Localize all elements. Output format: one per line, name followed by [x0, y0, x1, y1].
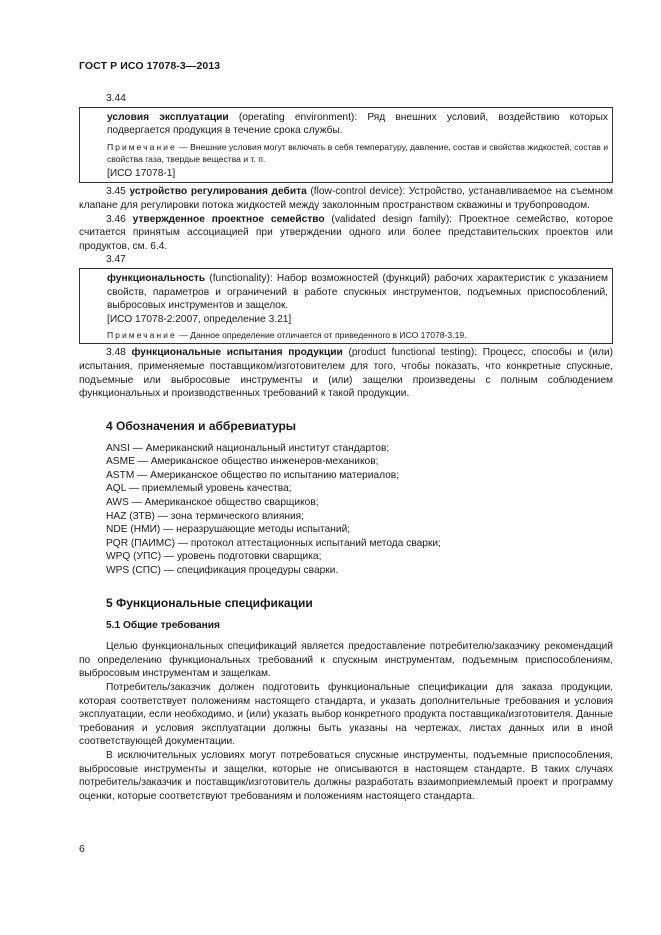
term-3-44-definition [107, 111, 608, 138]
term-3-44-reference: [ИСО 17078-1] [107, 167, 176, 179]
section-5-paragraph: В исключительных условиях могут потребоваться спускные инструменты, подъемные приспособления, выбросовые инструменты и защелки, которые не описываются в настоящем стандарте. В таких случаях потребитель/заказчик и поставщик/изготовитель должны разработать взаимоприемлемый проект и программу оценки, которые соответствуют требованиям и положениям настоящего стандарта. [79, 749, 613, 802]
term-3-44-term: условия эксплуатации [107, 111, 229, 123]
note-label: Примечание [107, 330, 177, 341]
term-3-48-text: (product functional testing): Процесс, способы и (или) испытания, применяемые поставщиком/изготовителем для того, чтобы показать, что конкретные спускные, подъемные или выбросовые инструменты и (или) защелки произведены с полным соблюдением функциональных и производственных требований к такой продукции. [79, 347, 613, 400]
term-3-44-box [79, 107, 613, 184]
section-4-title: 4 Обозначения и аббревиатуры [106, 418, 297, 433]
term-3-47-text: (functionality): Набор возможностей (функций) рабочих характеристик с указанием свойств, параметров и ограничений в работе спускных инструментов, подъемных приспособлений, выбросовых инструментов и защелок. [107, 272, 608, 312]
term-3-46 [79, 213, 613, 254]
term-3-47-box [79, 268, 613, 344]
section-5-title: 5 Функциональные спецификации [106, 595, 313, 610]
abbreviation-item: WPQ (УПС) — уровень подготовки сварщика; [106, 551, 322, 563]
term-3-45-text: (flow-control device): Устройство, устанавливаемое на съемном клапане для регулировки потока жидкостей между заколонным пространством скважины и трубопроводом. [79, 186, 613, 211]
abbreviation-item: HAZ (ЗТВ) — зона термического влияния; [106, 510, 304, 522]
term-3-47-note [107, 329, 608, 341]
term-3-44-text: (operating environment): Ряд внешних условий, воздействию которых подвергается продукция в течение срока службы. [107, 111, 609, 137]
term-3-48-term: функциональные испытания продукции [131, 347, 343, 359]
term-3-47-reference: [ИСО 17078-2:2007, определение 3.21] [107, 313, 292, 325]
term-3-47-definition [107, 272, 608, 313]
standard-header: ГОСТ Р ИСО 17078-3—2013 [79, 60, 221, 72]
abbreviation-item: WPS (СПС) — спецификация процедуры сварки. [106, 565, 339, 577]
term-3-46-number: 3.46 [106, 213, 133, 225]
term-3-47-number: 3.47 [106, 254, 126, 266]
abbreviation-item: AWS — Американское общество сварщиков; [106, 497, 319, 509]
term-3-48 [79, 346, 613, 400]
abbreviation-list [79, 442, 613, 578]
term-3-46-term: утвержденное проектное семейство [132, 213, 325, 225]
term-3-45 [79, 185, 613, 212]
note-text: — Данное определение отличается от приведенного в ИСО 17078-3.19. [176, 330, 467, 341]
note-text: — Внешние условия могут включать в себя температуру, давление, состав и свойства жидкостей, состав и свойства газа, твердые вещества и т. п. [107, 141, 608, 164]
abbreviation-item: AQL — приемлемый уровень качества; [106, 483, 292, 495]
term-3-45-number: 3.45 [106, 186, 130, 198]
term-3-47-term: функциональность [107, 272, 206, 284]
term-3-48-number: 3.48 [106, 347, 132, 359]
section-5-paragraph: Потребитель/заказчик должен подготовить функциональные спецификации для заказа продукции, которая соответствует положениям настоящего стандарта, и указать дополнительные требования и условия эксплуатации, если необходимо, и (или) указать выбор конкретного продукта поставщика/изготовителя. Данные требования и условия эксплуатации должны быть указаны на чертежах, листах данных или в иной соответствующей документации. [79, 682, 613, 748]
note-label: Примечание [107, 141, 177, 152]
abbreviation-item: ANSI — Американский национальный институт стандартов; [106, 442, 390, 454]
section-5-paragraph: Целью функциональных спецификаций является предоставление потребителю/заказчику рекомендаций по определению функциональных требований к спускным инструментам, подъемным приспособлениям, выбросовым инструментам и защелкам. [79, 641, 613, 680]
abbreviation-item: ASME — Американское общество инженеров-механиков; [106, 456, 379, 468]
subsection-5-1-title: 5.1 Общие требования [106, 619, 220, 631]
term-3-46-text: (validated design family): Проектное семейство, которое считается принятым ассоциацией при утверждении одного или более представительских проектов или продуктов, см. 6.4. [79, 213, 613, 252]
term-3-44-number: 3.44 [106, 93, 126, 104]
page-number: 6 [79, 843, 85, 855]
term-3-44-note [107, 141, 608, 165]
page-content [79, 92, 613, 803]
term-3-45-term: устройство регулирования дебита [129, 186, 307, 198]
abbreviation-item: ASTM — Американское общество по испытанию материалов; [106, 469, 400, 481]
abbreviation-item: PQR (ПАИМС) — протокол аттестационных испытаний метода сварки; [106, 537, 441, 549]
abbreviation-item: NDE (НМИ) — неразрушающие методы испытаний; [106, 524, 351, 536]
